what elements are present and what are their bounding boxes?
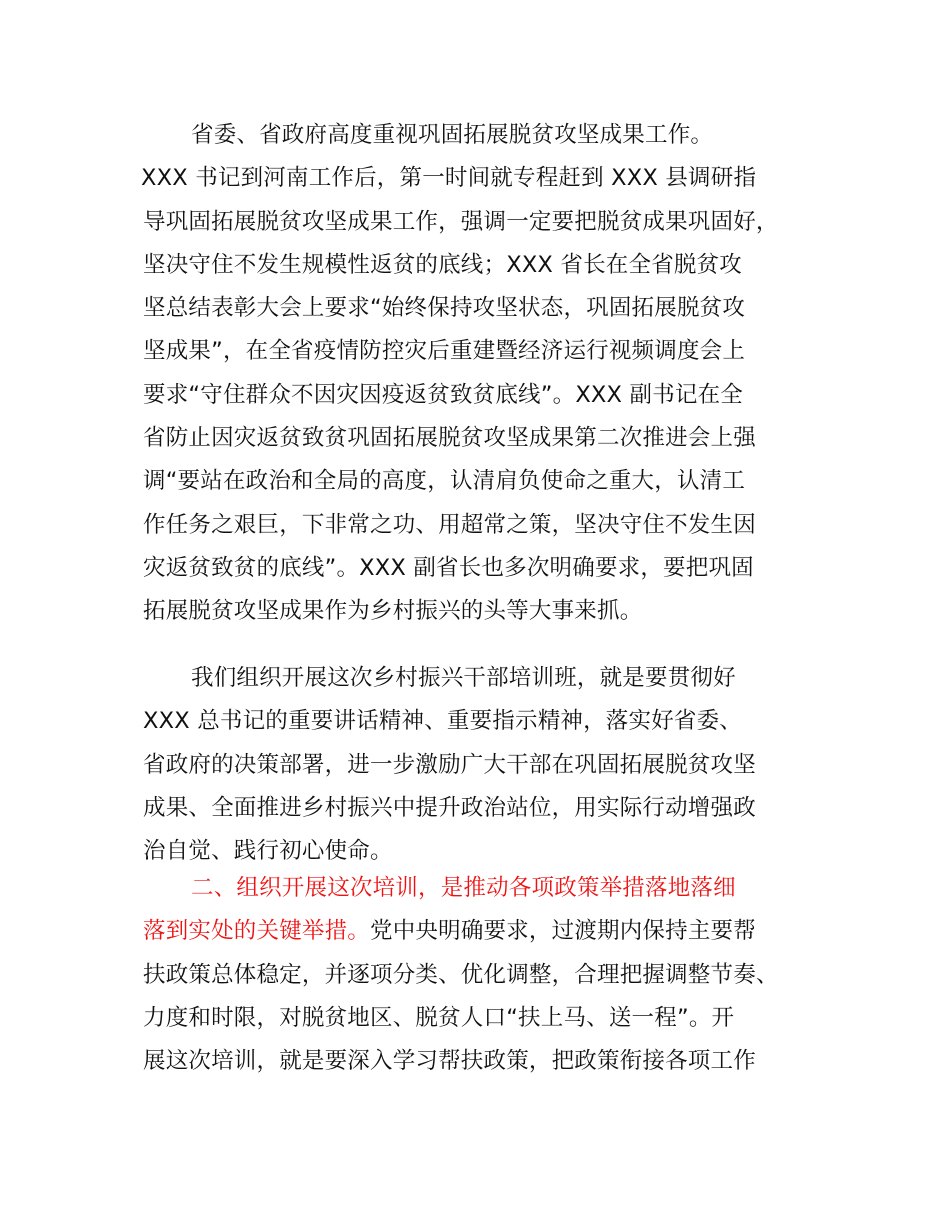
text-line: 坚决守住不发生规模性返贫的底线；XXX 省长在全省脱贫攻	[143, 251, 742, 278]
text-line-rest: 党中央明确要求，过渡期内保持主要帮	[370, 918, 756, 945]
text-line: 要求“守住群众不因灾因疫返贫致贫底线”。XXX 副书记在全	[143, 381, 744, 408]
text-line: 省委、省政府高度重视巩固拓展脱贫攻坚成果工作。	[191, 122, 714, 148]
text-line: 扶政策总体稳定，并逐项分类、优化调整，合理把握调整节奏、	[143, 961, 779, 988]
text-line: XXX 书记到河南工作后，第一时间就专程赶到 XXX 县调研指	[141, 165, 757, 192]
text-line: 坚总结表彰大会上要求“始终保持攻坚状态，巩固拓展脱贫攻	[143, 295, 746, 322]
paragraph-training-purpose	[143, 657, 843, 873]
text-line: 坚成果”，在全省疫情防控灾后重建暨经济运行视频调度会上	[143, 338, 746, 365]
text-line: 展这次培训，就是要深入学习帮扶政策，把政策衔接各项工作	[143, 1048, 756, 1075]
text-line: 治自觉、践行初心使命。	[143, 838, 393, 865]
text-line: 力度和时限，对脱贫地区、脱贫人口“扶上马、送一程”。开	[143, 1004, 735, 1031]
section-heading: 二、组织开展这次培训，是推动各项政策举措落地落细	[191, 875, 736, 901]
text-line: 导巩固拓展脱贫攻坚成果工作，强调一定要把脱贫成果巩固好，	[143, 208, 779, 235]
text-line: 调“要站在政治和全局的高度，认清肩负使命之重大，认清工	[143, 468, 746, 495]
text-line	[143, 910, 843, 953]
text-line: XXX 总书记的重要讲话精神、重要指示精神，落实好省委、	[143, 708, 742, 735]
text-line: 拓展脱贫攻坚成果作为乡村振兴的头等大事来抓。	[143, 598, 643, 625]
paragraph-leadership-emphasis	[143, 114, 843, 634]
text-line: 成果、全面推进乡村振兴中提升政治站位，用实际行动增强政	[143, 794, 756, 821]
text-line: 省政府的决策部署，进一步激励广大干部在巩固拓展脱贫攻坚	[143, 751, 756, 778]
text-line: 省防止因灾返贫致贫巩固拓展脱贫攻坚成果第二次推进会上强	[143, 425, 756, 452]
paragraph-section-two	[143, 867, 843, 1083]
section-heading-continued: 落到实处的关键举措。	[143, 918, 371, 945]
text-line: 我们组织开展这次乡村振兴干部培训班，就是要贯彻好	[191, 665, 736, 691]
text-line: 作任务之艰巨，下非常之功、用超常之策，坚决守住不发生因	[143, 511, 756, 538]
text-line: 灾返贫致贫的底线”。XXX 副省长也多次明确要求，要把巩固	[143, 554, 754, 581]
